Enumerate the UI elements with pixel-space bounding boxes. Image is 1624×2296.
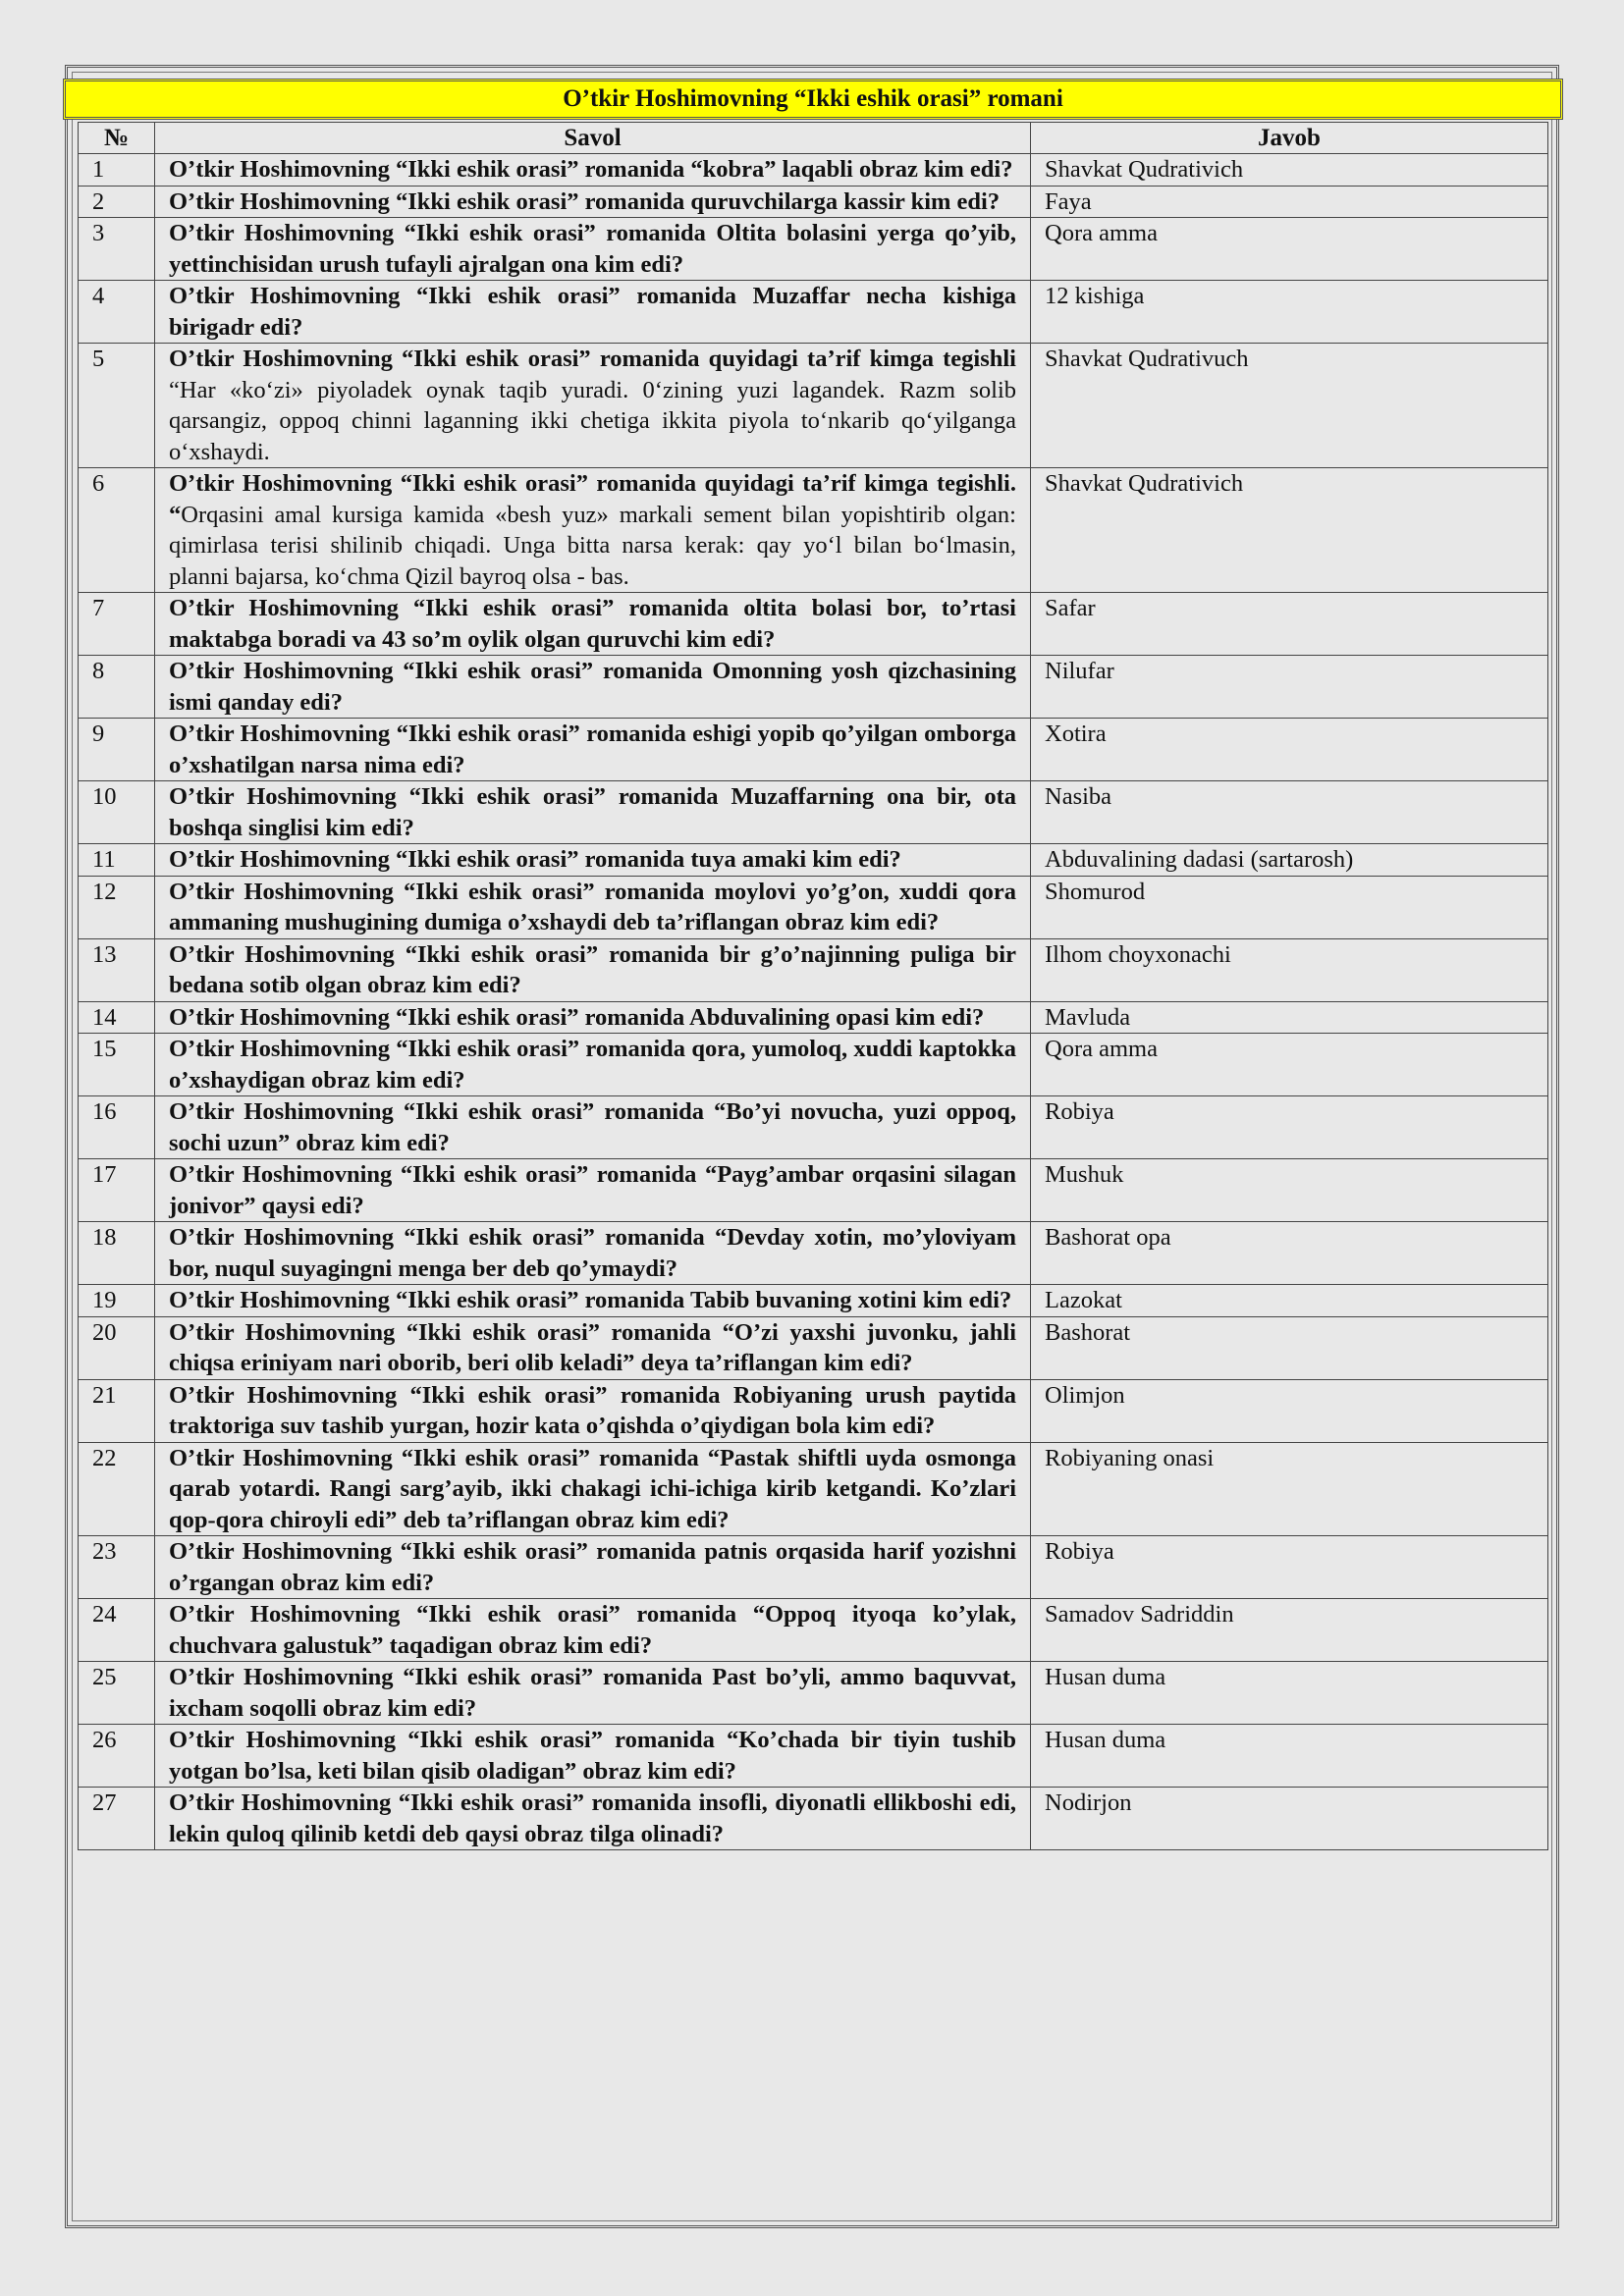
table-row — [79, 1096, 1548, 1159]
question-text: O’tkir Hoshimovning “Ikki eshik orasi” romanida “Oppoq ityoqa ko’ylak, chuchvara galustuk” taqadigan obraz kim edi? — [169, 1601, 1016, 1659]
question-cell — [155, 1316, 1031, 1379]
table-row — [79, 656, 1548, 719]
row-number: 10 — [79, 781, 155, 844]
answer-cell: Nilufar — [1031, 656, 1548, 719]
table-header-row — [79, 123, 1548, 154]
question-cell — [155, 844, 1031, 877]
table-row — [79, 1285, 1548, 1317]
answer-cell: Olimjon — [1031, 1379, 1548, 1442]
question-text: O’tkir Hoshimovning “Ikki eshik orasi” romanida Robiyaning urush paytida traktoriga suv tashib yurgan, hozir kata o’qishda o’qiydigan bola kim edi? — [169, 1381, 1016, 1439]
answer-cell: Nodirjon — [1031, 1788, 1548, 1850]
row-number: 22 — [79, 1442, 155, 1536]
answer-cell: Ilhom choyxonachi — [1031, 938, 1548, 1001]
question-text: O’tkir Hoshimovning “Ikki eshik orasi” romanida Omonning yosh qizchasining ismi qanday edi? — [169, 658, 1016, 716]
row-number: 24 — [79, 1599, 155, 1662]
table-row — [79, 1222, 1548, 1285]
table-row — [79, 1159, 1548, 1222]
row-number: 26 — [79, 1725, 155, 1788]
row-number: 21 — [79, 1379, 155, 1442]
answer-cell: Nasiba — [1031, 781, 1548, 844]
question-cell — [155, 281, 1031, 344]
question-cell — [155, 468, 1031, 593]
question-quote: “Har «ko‘zi» piyoladek oynak taqib yuradi. 0‘zining yuzi lagandek. Razm solib qarsangiz, oppoq chinni laganning ikki chetiga ikkita piyola to‘nkarib qo‘yilganga o‘xshaydi. — [169, 376, 1016, 465]
row-number: 2 — [79, 186, 155, 218]
answer-cell: Qora amma — [1031, 1034, 1548, 1096]
answer-cell: 12 kishiga — [1031, 281, 1548, 344]
question-cell — [155, 186, 1031, 218]
answer-cell: Abduvalining dadasi (sartarosh) — [1031, 844, 1548, 877]
question-text: O’tkir Hoshimovning “Ikki eshik orasi” romanida Abduvalining opasi kim edi? — [169, 1003, 985, 1031]
answer-cell: Mushuk — [1031, 1159, 1548, 1222]
question-text: O’tkir Hoshimovning “Ikki eshik orasi” romanida Oltita bolasini yerga qo’yib, yettinchisidan urush tufayli ajralgan ona kim edi? — [169, 220, 1016, 278]
row-number: 14 — [79, 1001, 155, 1034]
question-cell — [155, 719, 1031, 781]
question-cell — [155, 1285, 1031, 1317]
table-row — [79, 468, 1548, 593]
question-text: O’tkir Hoshimovning “Ikki eshik orasi” romanida “Payg’ambar orqasini silagan jonivor” qaysi edi? — [169, 1161, 1016, 1219]
question-text: O’tkir Hoshimovning “Ikki eshik orasi” romanida Muzaffarning ona bir, ota boshqa singlisi kim edi? — [169, 783, 1016, 841]
table-row — [79, 1725, 1548, 1788]
table-row — [79, 218, 1548, 281]
answer-cell: Lazokat — [1031, 1285, 1548, 1317]
question-text: O’tkir Hoshimovning “Ikki eshik orasi” romanida “O’zi yaxshi juvonku, jahli chiqsa eriniyam nari oborib, beri olib keladi” deya ta’riflangan kim edi? — [169, 1318, 1016, 1376]
question-text: O’tkir Hoshimovning “Ikki eshik orasi” romanida eshigi yopib qo’yilgan omborga o’xshatilgan narsa nima edi? — [169, 721, 1016, 778]
row-number: 15 — [79, 1034, 155, 1096]
table-row — [79, 1599, 1548, 1662]
question-cell — [155, 1034, 1031, 1096]
question-cell — [155, 1599, 1031, 1662]
question-cell — [155, 1001, 1031, 1034]
question-cell — [155, 1536, 1031, 1599]
question-cell — [155, 1222, 1031, 1285]
answer-cell: Bashorat — [1031, 1316, 1548, 1379]
question-text: O’tkir Hoshimovning “Ikki eshik orasi” romanida Muzaffar necha kishiga birigadr edi? — [169, 283, 1016, 341]
table-row — [79, 186, 1548, 218]
question-text: O’tkir Hoshimovning “Ikki eshik orasi” romanida Tabib buvaning xotini kim edi? — [169, 1287, 1012, 1313]
question-cell — [155, 1442, 1031, 1536]
answer-cell: Qora amma — [1031, 218, 1548, 281]
question-cell — [155, 1788, 1031, 1850]
row-number: 4 — [79, 281, 155, 344]
row-number: 17 — [79, 1159, 155, 1222]
table-row — [79, 719, 1548, 781]
table-row — [79, 1662, 1548, 1725]
question-text: O’tkir Hoshimovning “Ikki eshik orasi” romanida “kobra” laqabli obraz kim edi? — [169, 156, 1013, 183]
answer-cell: Xotira — [1031, 719, 1548, 781]
table-row — [79, 1788, 1548, 1850]
question-cell — [155, 593, 1031, 656]
question-cell — [155, 154, 1031, 187]
answer-cell: Samadov Sadriddin — [1031, 1599, 1548, 1662]
table-row — [79, 844, 1548, 877]
answer-cell: Shavkat Qudrativich — [1031, 154, 1548, 187]
question-text: O’tkir Hoshimovning “Ikki eshik orasi” romanida quruvchilarga kassir kim edi? — [169, 187, 1001, 215]
question-cell — [155, 781, 1031, 844]
question-text: O’tkir Hoshimovning “Ikki eshik orasi” romanida quyidagi ta’rif kimga tegishli — [169, 346, 1016, 372]
row-number: 19 — [79, 1285, 155, 1317]
question-text: O’tkir Hoshimovning “Ikki eshik orasi” romanida oltita bolasi bor, to’rtasi maktabga boradi va 43 so’m oylik olgan quruvchi kim edi? — [169, 595, 1016, 653]
question-text: O’tkir Hoshimovning “Ikki eshik orasi” romanida “Bo’yi novucha, yuzi oppoq, sochi uzun” obraz kim edi? — [169, 1098, 1016, 1156]
row-number: 13 — [79, 938, 155, 1001]
row-number: 27 — [79, 1788, 155, 1850]
question-text: O’tkir Hoshimovning “Ikki eshik orasi” romanida “Ko’chada bir tiyin tushib yotgan bo’lsa, keti bilan qisib oladigan” obraz kim edi? — [169, 1727, 1016, 1785]
question-text: O’tkir Hoshimovning “Ikki eshik orasi” romanida patnis orqasida harif yozishni o’rgangan obraz kim edi? — [169, 1538, 1016, 1596]
answer-cell: Shavkat Qudrativuch — [1031, 344, 1548, 468]
table-row — [79, 1034, 1548, 1096]
table-row — [79, 344, 1548, 468]
row-number: 8 — [79, 656, 155, 719]
table-row — [79, 1001, 1548, 1034]
header-number: № — [79, 123, 155, 154]
question-cell — [155, 876, 1031, 938]
answer-cell: Faya — [1031, 186, 1548, 218]
question-text: O’tkir Hoshimovning “Ikki eshik orasi” romanida tuya amaki kim edi? — [169, 846, 901, 873]
question-text: O’tkir Hoshimovning “Ikki eshik orasi” romanida Past bo’yli, ammo baquvvat, ixcham soqolli obraz kim edi? — [169, 1664, 1016, 1722]
table-row — [79, 1536, 1548, 1599]
row-number: 6 — [79, 468, 155, 593]
question-cell — [155, 218, 1031, 281]
question-cell — [155, 344, 1031, 468]
question-text: O’tkir Hoshimovning “Ikki eshik orasi” romanida bir g’o’najinning puliga bir bedana sotib olgan obraz kim edi? — [169, 940, 1016, 998]
row-number: 18 — [79, 1222, 155, 1285]
table-row — [79, 281, 1548, 344]
row-number: 20 — [79, 1316, 155, 1379]
table-row — [79, 154, 1548, 187]
header-answer: Javob — [1031, 123, 1548, 154]
answer-cell: Robiya — [1031, 1536, 1548, 1599]
row-number: 7 — [79, 593, 155, 656]
table-row — [79, 876, 1548, 938]
question-cell — [155, 656, 1031, 719]
answer-cell: Husan duma — [1031, 1725, 1548, 1788]
answer-cell: Safar — [1031, 593, 1548, 656]
question-cell — [155, 1662, 1031, 1725]
row-number: 25 — [79, 1662, 155, 1725]
row-number: 9 — [79, 719, 155, 781]
document-title: O’tkir Hoshimovning “Ikki eshik orasi” romani — [63, 79, 1563, 120]
question-text: O’tkir Hoshimovning “Ikki eshik orasi” romanida “Pastak shiftli uyda osmonga qarab yotardi. Rangi sarg’ayib, ikki chakagi ichi-ichiga kirib ketgandi. Ko’zlari qop-qora chiroyli edi” deb ta’riflangan obraz kim edi? — [169, 1444, 1016, 1533]
question-cell — [155, 938, 1031, 1001]
table-body — [79, 154, 1548, 1850]
question-text: O’tkir Hoshimovning “Ikki eshik orasi” romanida moylovi yo’g’on, xuddi qora ammaning mushugining dumiga o’xshaydi deb ta’riflangan obraz kim edi? — [169, 878, 1016, 935]
table-row — [79, 938, 1548, 1001]
answer-cell: Robiyaning onasi — [1031, 1442, 1548, 1536]
row-number: 5 — [79, 344, 155, 468]
question-text: O’tkir Hoshimovning “Ikki eshik orasi” romanida qora, yumoloq, xuddi kaptokka o’xshaydigan obraz kim edi? — [169, 1036, 1016, 1094]
answer-cell: Husan duma — [1031, 1662, 1548, 1725]
question-cell — [155, 1725, 1031, 1788]
table-row — [79, 781, 1548, 844]
question-text: O’tkir Hoshimovning “Ikki eshik orasi” romanida quyidagi ta’rif kimga tegishli. “ — [169, 470, 1016, 528]
question-cell — [155, 1096, 1031, 1159]
header-question: Savol — [155, 123, 1031, 154]
question-quote: Orqasini amal kursiga kamida «besh yuz» markali sement bilan yopishtirib olgan: qimirlasa terisi shilinib chiqadi. Unga bitta narsa kerak: qay yo‘l bilan bo‘lmasin, planni bajarsa, ko‘chma Qizil bayroq olsa - bas. — [169, 501, 1016, 590]
answer-cell: Shomurod — [1031, 876, 1548, 938]
answer-cell: Mavluda — [1031, 1001, 1548, 1034]
question-text: O’tkir Hoshimovning “Ikki eshik orasi” romanida insofli, diyonatli ellikboshi edi, lekin quloq qilinib ketdi deb qaysi obraz tilga olinadi? — [169, 1789, 1016, 1847]
row-number: 23 — [79, 1536, 155, 1599]
row-number: 12 — [79, 876, 155, 938]
row-number: 16 — [79, 1096, 155, 1159]
answer-cell: Robiya — [1031, 1096, 1548, 1159]
table-row — [79, 1442, 1548, 1536]
table-row — [79, 1379, 1548, 1442]
row-number: 1 — [79, 154, 155, 187]
question-text: O’tkir Hoshimovning “Ikki eshik orasi” romanida “Devday xotin, mo’yloviyam bor, nuqul suyagingni menga ber deb qo’ymaydi? — [169, 1224, 1016, 1282]
question-cell — [155, 1379, 1031, 1442]
table-row — [79, 1316, 1548, 1379]
question-cell — [155, 1159, 1031, 1222]
qa-table — [78, 122, 1548, 1850]
answer-cell: Bashorat opa — [1031, 1222, 1548, 1285]
row-number: 11 — [79, 844, 155, 877]
answer-cell: Shavkat Qudrativich — [1031, 468, 1548, 593]
row-number: 3 — [79, 218, 155, 281]
table-row — [79, 593, 1548, 656]
